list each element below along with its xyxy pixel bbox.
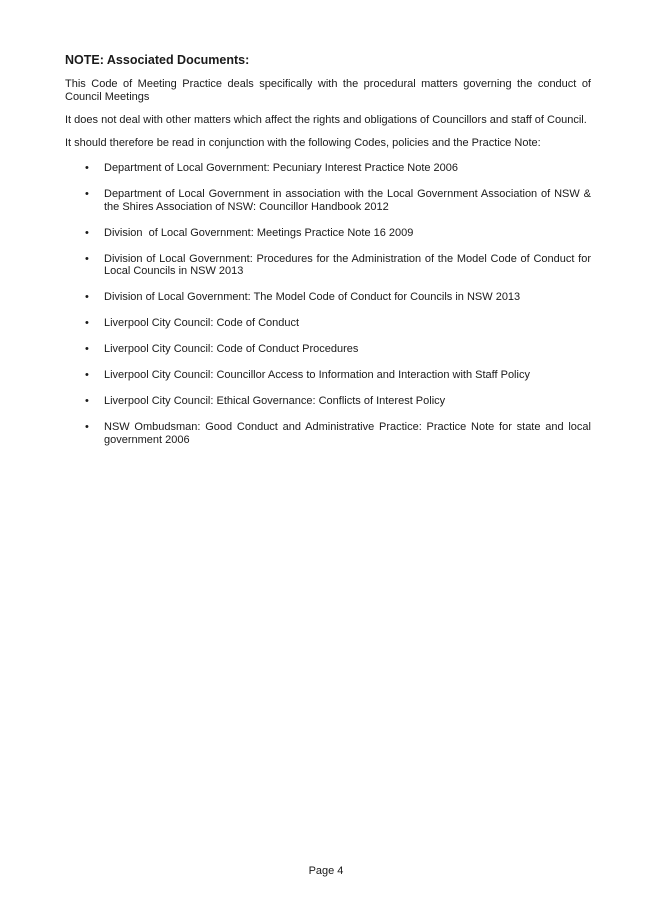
bullet-icon: • — [85, 252, 89, 265]
list-item — [65, 395, 591, 408]
bullet-icon: • — [85, 162, 89, 174]
list-item-text: Division of Local Government: Meetings Practice Note 16 2009 — [104, 226, 414, 239]
list-item-text: Liverpool City Council: Ethical Governance: Conflicts of Interest Policy — [104, 395, 446, 407]
list-item-text: NSW Ombudsman: Good Conduct and Administrative Practice: Practice Note for state and local government 2006 — [104, 421, 591, 446]
list-item-text: Liverpool City Council: Councillor Access to Information and Interaction with Staff Policy — [104, 369, 530, 381]
page-content — [65, 53, 591, 460]
list-item-text: Liverpool City Council: Code of Conduct — [104, 317, 300, 329]
intro-paragraph-1: This Code of Meeting Practice deals specifically with the procedural matters governing the conduct of Council Meetings — [65, 78, 591, 103]
intro-paragraph-3: It should therefore be read in conjunction with the following Codes, policies and the Practice Note: — [65, 136, 541, 149]
bullet-icon: • — [85, 226, 89, 239]
bullet-icon: • — [85, 188, 89, 200]
list-item-text: Division of Local Government: Procedures for the Administration of the Model Code of Conduct for Local Councils in NSW 2013 — [104, 252, 591, 277]
list-item — [65, 253, 591, 278]
bullet-icon: • — [85, 317, 89, 329]
list-item — [65, 421, 591, 446]
bullet-icon: • — [85, 395, 89, 407]
list-item — [65, 162, 591, 175]
section-heading: NOTE: Associated Documents: — [65, 53, 250, 67]
list-item — [65, 317, 591, 330]
associated-documents-list — [65, 162, 591, 446]
intro-paragraph-2: It does not deal with other matters which affect the rights and obligations of Councillors and staff of Council. — [65, 113, 587, 126]
bullet-icon: • — [85, 291, 89, 303]
list-item-text: Liverpool City Council: Code of Conduct Procedures — [104, 343, 359, 355]
list-item — [65, 291, 591, 304]
list-item — [65, 369, 591, 382]
list-item — [65, 227, 591, 240]
list-item-text: Department of Local Government: Pecuniary Interest Practice Note 2006 — [104, 162, 459, 174]
bullet-icon: • — [85, 369, 89, 381]
list-item — [65, 343, 591, 356]
list-item — [65, 188, 591, 213]
list-item-text: Department of Local Government in association with the Local Government Association of NSW & the Shires Association of NSW: Councillor Handbook 2012 — [104, 188, 591, 213]
list-item-text: Division of Local Government: The Model Code of Conduct for Councils in NSW 2013 — [104, 291, 521, 303]
bullet-icon: • — [85, 421, 89, 433]
page-number: Page 4 — [308, 865, 344, 877]
bullet-icon: • — [85, 343, 89, 355]
